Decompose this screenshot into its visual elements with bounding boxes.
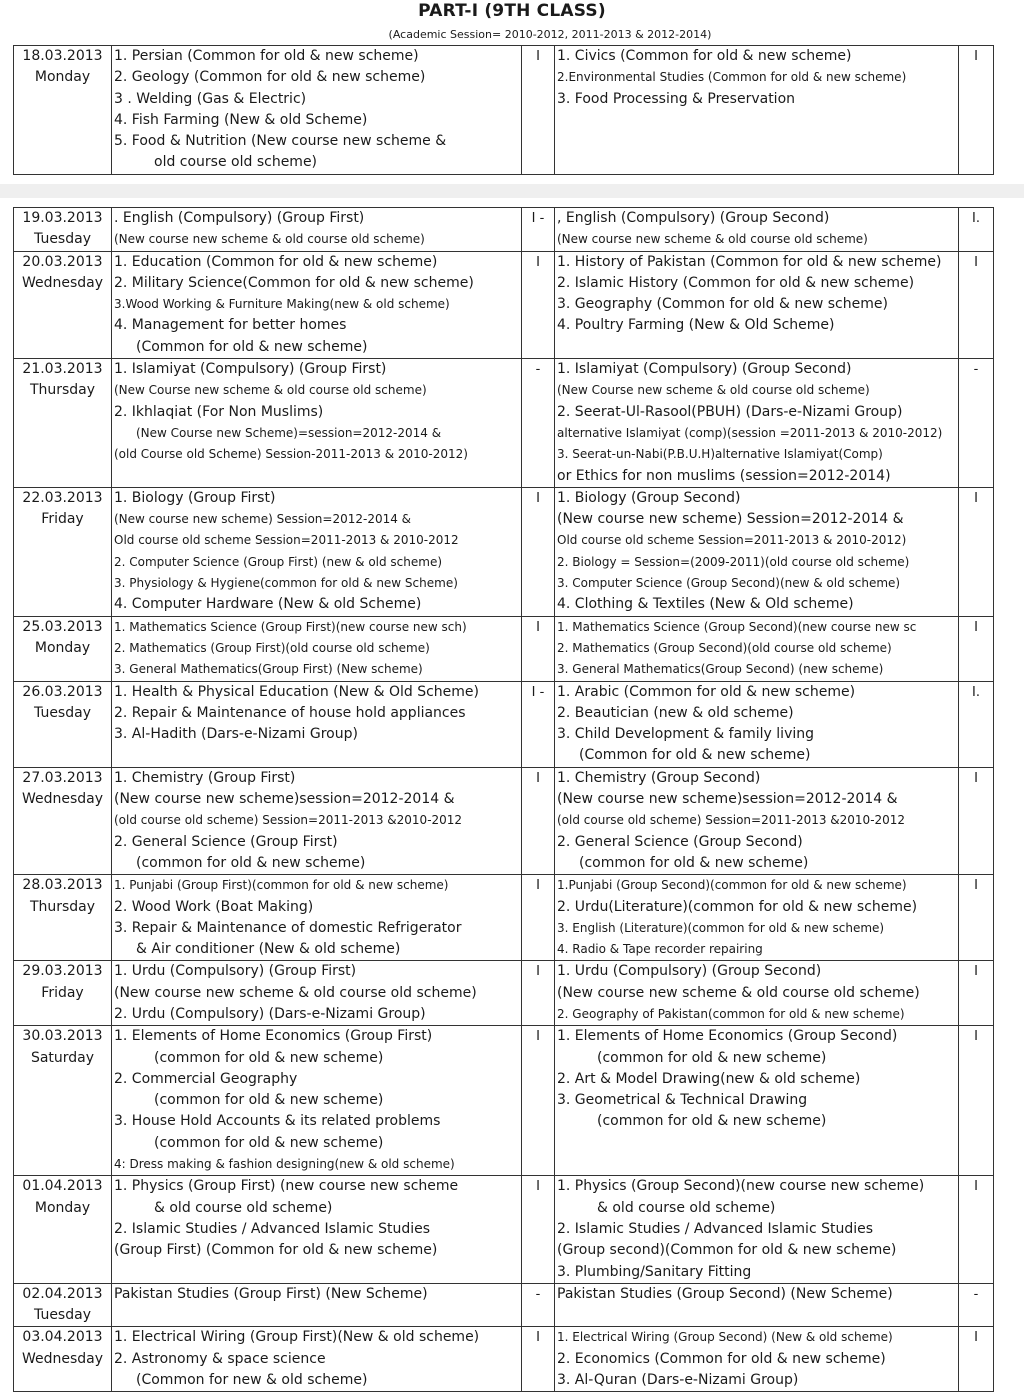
exam-day: Thursday bbox=[29, 898, 96, 915]
morning-session-mark bbox=[522, 487, 555, 616]
page-subtitle: (Academic Session= 2010-2012, 2011-2013 & 2012-2014) bbox=[388, 28, 712, 41]
subject-line: 3.Wood Working & Furniture Making(new & old scheme) bbox=[114, 297, 450, 312]
evening-session-mark bbox=[959, 359, 994, 488]
subject-line: alternative Islamiyat (comp)(session =2011-2013 & 2010-2012) bbox=[557, 425, 943, 440]
subject-line: (New Course new scheme & old course old scheme) bbox=[114, 383, 427, 398]
exam-day: Friday bbox=[41, 511, 84, 528]
subject-line: 3. Physiology & Hygiene(common for old & new Scheme) bbox=[114, 576, 458, 591]
subject-line: 1. Physics (Group Second)(new course new scheme) bbox=[557, 1178, 925, 1195]
subject-line: Old course old scheme Session=2011-2013 & 2010-2012) bbox=[557, 533, 907, 548]
exam-row bbox=[14, 251, 994, 358]
subject-line: (New course new scheme & old course old scheme) bbox=[557, 984, 920, 1001]
exam-date: 25.03.2013 bbox=[22, 618, 103, 635]
session-mark: I bbox=[536, 964, 540, 980]
date-cell bbox=[14, 487, 112, 616]
exam-day: Tuesday bbox=[34, 704, 91, 721]
group-second-subjects bbox=[555, 961, 959, 1026]
group-first-subjects bbox=[112, 251, 522, 358]
exam-day: Saturday bbox=[30, 1049, 95, 1066]
session-mark: - bbox=[973, 1286, 979, 1302]
exam-row bbox=[14, 1327, 994, 1392]
subject-line: (common for old & new scheme) bbox=[136, 854, 366, 871]
subject-line: or Ethics for non muslims (session=2012-2014) bbox=[557, 467, 891, 484]
exam-row bbox=[14, 681, 994, 767]
exam-row bbox=[14, 487, 994, 616]
session-mark: - bbox=[973, 362, 979, 378]
subject-line: (common for old & new scheme) bbox=[579, 854, 809, 871]
subject-line: 3 . Welding (Gas & Electric) bbox=[114, 90, 307, 107]
group-second-subjects bbox=[555, 251, 959, 358]
group-first-subjects bbox=[112, 875, 522, 961]
session-mark: I bbox=[536, 49, 540, 64]
subject-line: 5. Food & Nutrition (New course new scheme & bbox=[114, 133, 447, 150]
morning-session-mark bbox=[522, 359, 555, 488]
exam-date: 01.04.2013 bbox=[22, 1178, 103, 1195]
subject-line: old course old scheme) bbox=[154, 154, 318, 171]
subject-line: 1. Electrical Wiring (Group Second) (New & old scheme) bbox=[557, 1330, 893, 1345]
subject-line: Old course old scheme Session=2011-2013 & 2010-2012 bbox=[114, 533, 459, 548]
subject-line: (New course new scheme)session=2012-2014 & bbox=[557, 791, 898, 808]
group-second-subjects bbox=[555, 1176, 959, 1283]
subject-line: 2. Wood Work (Boat Making) bbox=[114, 898, 314, 915]
session-mark: I bbox=[536, 490, 540, 506]
subject-line: 4. Poultry Farming (New & Old Scheme) bbox=[557, 317, 835, 334]
date-cell bbox=[14, 1283, 112, 1327]
subject-line: 1. Persian (Common for old & new scheme) bbox=[114, 48, 419, 64]
session-mark: I bbox=[536, 770, 540, 786]
morning-session-mark bbox=[522, 616, 555, 681]
group-second-subjects bbox=[555, 1026, 959, 1176]
subject-line: 3. Geography (Common for old & new scheme) bbox=[557, 296, 888, 313]
group-second-subjects bbox=[555, 875, 959, 961]
session-mark: I bbox=[974, 1330, 978, 1346]
subject-line: 2. Beautician (new & old scheme) bbox=[557, 704, 794, 721]
subject-line: (common for old & new scheme) bbox=[597, 1113, 827, 1130]
subject-line: 2. Islamic Studies / Advanced Islamic Studies bbox=[557, 1220, 874, 1237]
morning-session-mark bbox=[522, 208, 555, 252]
subject-line: 1. History of Pakistan (Common for old & new scheme) bbox=[557, 253, 942, 270]
subject-line: (old course old scheme) Session=2011-2013 &2010-2012 bbox=[557, 813, 906, 828]
evening-session-mark bbox=[959, 616, 994, 681]
evening-session-mark bbox=[959, 46, 994, 175]
exam-row bbox=[14, 1283, 994, 1327]
subject-line: 2. Astronomy & space science bbox=[114, 1350, 326, 1367]
session-mark: I bbox=[974, 49, 978, 64]
subject-line: 1. Elements of Home Economics (Group Second) bbox=[557, 1028, 898, 1045]
exam-day: Wednesday bbox=[21, 274, 104, 291]
subject-line: 2. Islamic History (Common for old & new scheme) bbox=[557, 274, 915, 291]
evening-session-mark bbox=[959, 1176, 994, 1283]
subject-line: 2. Military Science(Common for old & new scheme) bbox=[114, 274, 474, 291]
date-cell bbox=[14, 46, 112, 175]
exam-date: 21.03.2013 bbox=[22, 361, 103, 378]
exam-date: 03.04.2013 bbox=[22, 1329, 103, 1346]
session-mark: I. bbox=[972, 211, 980, 226]
exam-row bbox=[14, 1026, 994, 1176]
exam-row bbox=[14, 46, 994, 175]
subject-line: . English (Compulsory) (Group First) bbox=[114, 210, 365, 226]
subject-line: 3. Seerat-un-Nabi(P.B.U.H)alternative Islamiyat(Comp) bbox=[557, 447, 883, 462]
session-mark: I bbox=[974, 878, 978, 894]
subject-line: 1. Biology (Group Second) bbox=[557, 489, 741, 506]
subject-line: & old course old scheme) bbox=[154, 1199, 333, 1216]
subject-line: 4. Computer Hardware (New & old Scheme) bbox=[114, 596, 422, 613]
session-mark: - bbox=[535, 1286, 541, 1302]
evening-session-mark bbox=[959, 487, 994, 616]
session-mark: I bbox=[536, 1330, 540, 1346]
subject-line: 4: Dress making & fashion designing(new & old scheme) bbox=[114, 1157, 455, 1172]
exam-date: 29.03.2013 bbox=[22, 963, 103, 980]
morning-session-mark bbox=[522, 961, 555, 1026]
group-first-subjects bbox=[112, 46, 522, 175]
exam-row bbox=[14, 208, 994, 252]
session-mark: I bbox=[536, 878, 540, 894]
group-first-subjects bbox=[112, 961, 522, 1026]
subject-line: (New Course new Scheme)=session=2012-2014 & bbox=[136, 425, 442, 440]
session-mark: I bbox=[974, 1179, 978, 1195]
subject-line: 2. Computer Science (Group First) (new & old scheme) bbox=[114, 554, 443, 569]
session-mark: I bbox=[536, 254, 540, 270]
timetable-part-b bbox=[13, 207, 994, 1392]
session-mark: I bbox=[974, 619, 978, 635]
group-first-subjects bbox=[112, 616, 522, 681]
exam-row bbox=[14, 616, 994, 681]
session-mark: I - bbox=[531, 684, 545, 700]
morning-session-mark bbox=[522, 875, 555, 961]
subject-line: 3. Computer Science (Group Second)(new & old scheme) bbox=[557, 576, 901, 591]
subject-line: (common for old & new scheme) bbox=[154, 1092, 384, 1109]
subject-line: 3. Repair & Maintenance of domestic Refrigerator bbox=[114, 919, 462, 936]
group-first-subjects bbox=[112, 681, 522, 767]
exam-day: Monday bbox=[34, 639, 91, 656]
subject-line: 2. Seerat-Ul-Rasool(PBUH) (Dars-e-Nizami Group) bbox=[557, 403, 903, 420]
subject-line: 1. Civics (Common for old & new scheme) bbox=[557, 48, 852, 64]
subject-line: 3. Al-Quran (Dars-e-Nizami Group) bbox=[557, 1372, 799, 1389]
subject-line: Pakistan Studies (Group Second) (New Scheme) bbox=[557, 1285, 893, 1302]
subject-line: 2. Art & Model Drawing(new & old scheme) bbox=[557, 1070, 861, 1087]
morning-session-mark bbox=[522, 681, 555, 767]
subject-line: Pakistan Studies (Group First) (New Scheme) bbox=[114, 1285, 428, 1302]
group-second-subjects bbox=[555, 46, 959, 175]
exam-day: Thursday bbox=[29, 382, 96, 399]
subject-line: 3. Al-Hadith (Dars-e-Nizami Group) bbox=[114, 726, 358, 743]
subject-line: 1. Urdu (Compulsory) (Group First) bbox=[114, 963, 357, 980]
subject-line: 3. Plumbing/Sanitary Fitting bbox=[557, 1263, 752, 1280]
date-cell bbox=[14, 1026, 112, 1176]
subject-line: 2. Geography of Pakistan(common for old & new scheme) bbox=[557, 1006, 905, 1021]
group-first-subjects bbox=[112, 1176, 522, 1283]
session-mark: I bbox=[974, 254, 978, 270]
subject-line: (common for old & new scheme) bbox=[597, 1049, 827, 1066]
exam-day: Tuesday bbox=[34, 231, 91, 248]
date-cell bbox=[14, 359, 112, 488]
date-cell bbox=[14, 681, 112, 767]
exam-day: Tuesday bbox=[34, 1307, 91, 1324]
subject-line: 2. Urdu(Literature)(common for old & new scheme) bbox=[557, 898, 918, 915]
date-cell bbox=[14, 875, 112, 961]
group-second-subjects bbox=[555, 1283, 959, 1327]
group-second-subjects bbox=[555, 208, 959, 252]
morning-session-mark bbox=[522, 767, 555, 874]
evening-session-mark bbox=[959, 767, 994, 874]
session-mark: I bbox=[536, 619, 540, 635]
subject-line: 2. Urdu (Compulsory) (Dars-e-Nizami Group) bbox=[114, 1005, 426, 1022]
exam-row bbox=[14, 1176, 994, 1283]
group-first-subjects bbox=[112, 1026, 522, 1176]
exam-row bbox=[14, 961, 994, 1026]
morning-session-mark bbox=[522, 1176, 555, 1283]
evening-session-mark bbox=[959, 681, 994, 767]
session-mark: I - bbox=[531, 211, 545, 226]
subject-line: 4. Fish Farming (New & old Scheme) bbox=[114, 111, 368, 128]
evening-session-mark bbox=[959, 1327, 994, 1392]
exam-date: 22.03.2013 bbox=[22, 489, 103, 506]
session-mark: I bbox=[536, 1179, 540, 1195]
group-first-subjects bbox=[112, 767, 522, 874]
subject-line: 1. Punjabi (Group First)(common for old & new scheme) bbox=[114, 878, 449, 893]
group-first-subjects bbox=[112, 1283, 522, 1327]
session-mark: I bbox=[974, 1029, 978, 1045]
scan-gap bbox=[0, 184, 1024, 198]
morning-session-mark bbox=[522, 1327, 555, 1392]
subject-line: (New course new scheme) Session=2012-2014 & bbox=[114, 512, 412, 527]
group-second-subjects bbox=[555, 681, 959, 767]
exam-date: 30.03.2013 bbox=[22, 1028, 103, 1045]
subject-line: 3. General Mathematics(Group First) (New scheme) bbox=[114, 662, 423, 677]
exam-day: Friday bbox=[41, 984, 84, 1001]
exam-date: 19.03.2013 bbox=[22, 210, 103, 226]
subject-line: 2. Mathematics (Group First)(old course old scheme) bbox=[114, 640, 430, 655]
exam-row bbox=[14, 767, 994, 874]
session-mark: I bbox=[974, 964, 978, 980]
session-mark: I bbox=[974, 770, 978, 786]
subject-line: (New course new scheme & old course old scheme) bbox=[557, 232, 868, 247]
subject-line: 2. Geology (Common for old & new scheme) bbox=[114, 69, 426, 86]
subject-line: 1. Electrical Wiring (Group First)(New & old scheme) bbox=[114, 1329, 480, 1346]
group-first-subjects bbox=[112, 359, 522, 488]
subject-line: (common for old & new scheme) bbox=[154, 1134, 384, 1151]
exam-date: 18.03.2013 bbox=[22, 48, 103, 64]
group-second-subjects bbox=[555, 767, 959, 874]
subject-line: 3. General Mathematics(Group Second) (new scheme) bbox=[557, 662, 884, 677]
subject-line: 1. Mathematics Science (Group Second)(new course new sc bbox=[557, 619, 917, 634]
group-first-subjects bbox=[112, 208, 522, 252]
subject-line: (old Course old Scheme) Session-2011-2013 & 2010-2012) bbox=[114, 447, 468, 462]
evening-session-mark bbox=[959, 1283, 994, 1327]
subject-line: 2. Repair & Maintenance of house hold appliances bbox=[114, 704, 466, 721]
subject-line: 3. Child Development & family living bbox=[557, 726, 815, 743]
exam-date: 20.03.2013 bbox=[22, 253, 103, 270]
subject-line: 1. Islamiyat (Compulsory) (Group First) bbox=[114, 361, 387, 378]
subject-line: (Common for old & new scheme) bbox=[579, 747, 811, 764]
session-mark: I bbox=[974, 490, 978, 506]
subject-line: 2. Mathematics (Group Second)(old course old scheme) bbox=[557, 640, 892, 655]
group-first-subjects bbox=[112, 487, 522, 616]
subject-line: 1. Chemistry (Group Second) bbox=[557, 769, 761, 786]
subject-line: & Air conditioner (New & old scheme) bbox=[136, 941, 401, 958]
subject-line: & old course old scheme) bbox=[597, 1199, 776, 1216]
subject-line: (old course old scheme) Session=2011-2013 &2010-2012 bbox=[114, 813, 463, 828]
morning-session-mark bbox=[522, 46, 555, 175]
group-second-subjects bbox=[555, 616, 959, 681]
evening-session-mark bbox=[959, 251, 994, 358]
subject-line: 4. Management for better homes bbox=[114, 317, 347, 334]
group-first-subjects bbox=[112, 1327, 522, 1392]
subject-line: 1. Mathematics Science (Group First)(new course new sch) bbox=[114, 619, 467, 634]
subject-line: 2. General Science (Group Second) bbox=[557, 833, 803, 850]
subject-line: (New course new scheme) Session=2012-2014 & bbox=[557, 511, 904, 528]
subject-line: 1. Urdu (Compulsory) (Group Second) bbox=[557, 963, 822, 980]
timetable-part-a bbox=[13, 45, 994, 175]
subject-line: 1. Elements of Home Economics (Group First) bbox=[114, 1028, 433, 1045]
subject-line: 2.Environmental Studies (Common for old & new scheme) bbox=[557, 70, 907, 85]
subject-line: 3. Food Processing & Preservation bbox=[557, 90, 796, 107]
subject-line: (New Course new scheme & old course old scheme) bbox=[557, 383, 870, 398]
subject-line: 4. Radio & Tape recorder repairing bbox=[557, 942, 763, 957]
date-cell bbox=[14, 1327, 112, 1392]
subject-line: (New course new scheme & old course old scheme) bbox=[114, 232, 425, 247]
subject-line: 2. General Science (Group First) bbox=[114, 833, 338, 850]
date-cell bbox=[14, 616, 112, 681]
session-mark: I bbox=[536, 1029, 540, 1045]
exam-date: 28.03.2013 bbox=[22, 877, 103, 894]
subject-line: (New course new scheme & old course old scheme) bbox=[114, 984, 477, 1001]
subject-line: 1.Punjabi (Group Second)(common for old & new scheme) bbox=[557, 878, 907, 893]
subject-line: (Common for old & new scheme) bbox=[136, 338, 368, 355]
exam-day: Monday bbox=[34, 1199, 91, 1216]
subject-line: 3. Geometrical & Technical Drawing bbox=[557, 1092, 808, 1109]
exam-row bbox=[14, 875, 994, 961]
group-second-subjects bbox=[555, 1327, 959, 1392]
morning-session-mark bbox=[522, 1026, 555, 1176]
subject-line: (Common for new & old scheme) bbox=[136, 1372, 368, 1389]
subject-line: 3. English (Literature)(common for old & new scheme) bbox=[557, 920, 885, 935]
subject-line: 1. Chemistry (Group First) bbox=[114, 769, 296, 786]
date-cell bbox=[14, 208, 112, 252]
evening-session-mark bbox=[959, 875, 994, 961]
subject-line: 2. Economics (Common for old & new scheme) bbox=[557, 1350, 886, 1367]
subject-line: 1. Biology (Group First) bbox=[114, 489, 276, 506]
subject-line: 2. Commercial Geography bbox=[114, 1070, 298, 1087]
evening-session-mark bbox=[959, 1026, 994, 1176]
exam-day: Wednesday bbox=[21, 791, 104, 808]
subject-line: (common for old & new scheme) bbox=[154, 1049, 384, 1066]
subject-line: , English (Compulsory) (Group Second) bbox=[557, 210, 830, 226]
subject-line: 2. Islamic Studies / Advanced Islamic Studies bbox=[114, 1220, 431, 1237]
subject-line: 1. Physics (Group First) (new course new scheme bbox=[114, 1178, 459, 1195]
date-cell bbox=[14, 251, 112, 358]
evening-session-mark bbox=[959, 208, 994, 252]
subject-line: (Group First) (Common for old & new scheme) bbox=[114, 1242, 438, 1259]
exam-date: 27.03.2013 bbox=[22, 769, 103, 786]
date-cell bbox=[14, 961, 112, 1026]
subject-line: (New course new scheme)session=2012-2014 & bbox=[114, 791, 455, 808]
group-second-subjects bbox=[555, 487, 959, 616]
morning-session-mark bbox=[522, 251, 555, 358]
exam-row bbox=[14, 359, 994, 488]
exam-day: Monday bbox=[34, 69, 91, 86]
date-cell bbox=[14, 767, 112, 874]
subject-line: 2. Biology = Session=(2009-2011)(old course old scheme) bbox=[557, 554, 910, 569]
evening-session-mark bbox=[959, 961, 994, 1026]
subject-line: (Group second)(Common for old & new scheme) bbox=[557, 1242, 897, 1259]
subject-line: 1. Arabic (Common for old & new scheme) bbox=[557, 683, 856, 700]
exam-date: 02.04.2013 bbox=[22, 1285, 103, 1302]
subject-line: 4. Clothing & Textiles (New & Old scheme) bbox=[557, 596, 854, 613]
subject-line: 1. Education (Common for old & new scheme) bbox=[114, 253, 438, 270]
group-second-subjects bbox=[555, 359, 959, 488]
exam-date: 26.03.2013 bbox=[22, 683, 103, 700]
subject-line: 1. Health & Physical Education (New & Old Scheme) bbox=[114, 683, 479, 700]
subject-line: 1. Islamiyat (Compulsory) (Group Second) bbox=[557, 361, 852, 378]
subject-line: 3. House Hold Accounts & its related problems bbox=[114, 1113, 441, 1130]
morning-session-mark bbox=[522, 1283, 555, 1327]
subject-line: 2. Ikhlaqiat (For Non Muslims) bbox=[114, 403, 324, 420]
page-title: PART-I (9TH CLASS) bbox=[418, 1, 606, 21]
exam-day: Wednesday bbox=[21, 1350, 104, 1367]
session-mark: I. bbox=[972, 684, 980, 700]
session-mark: - bbox=[535, 362, 541, 378]
date-cell bbox=[14, 1176, 112, 1283]
